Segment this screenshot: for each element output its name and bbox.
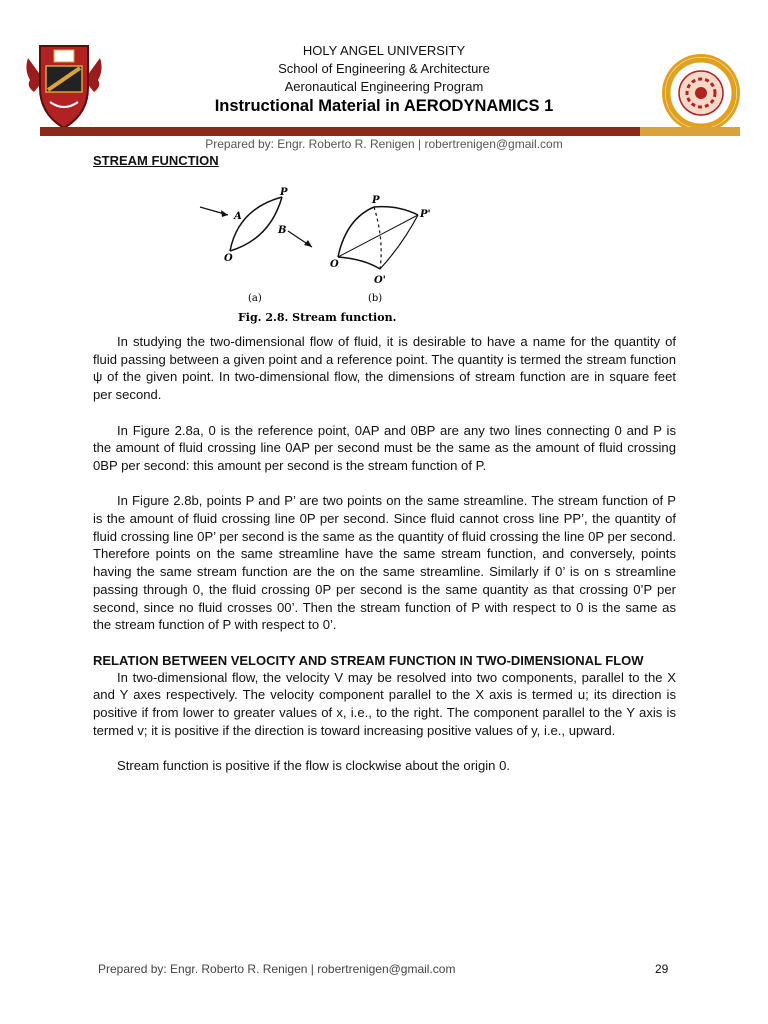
section-heading-stream-function: STREAM FUNCTION (93, 153, 219, 168)
main-content (93, 152, 676, 775)
paragraph-figure-2-8b: In Figure 2.8b, points P and P’ are two points on the same streamline. The stream function of P is the amount of fluid crossing line 0P per second. Since fluid cannot cross line PP’, the quantity of fluid crossing line 0P’ per second is the same as the quantity of fluid crossing the line 0P per second. Therefore points on the same streamline have the same stream function, and conversely, points having the same stream function are the on the same streamline. Similarly if 0’ is on s streamline passing through 0, the fluid crossing 0P per second is the same quantity as that crossing 0’P per second, since no fluid crosses 00’. Then the stream function of P with respect to 0 is the same as the stream function of P with respect to 0’. (93, 493, 676, 633)
label-point-o-a: O (224, 253, 233, 264)
program-name: Aeronautical Engineering Program (284, 79, 484, 94)
header-prepared-by: Prepared by: Engr. Roberto R. Renigen | robertrenigen@gmail.com (205, 137, 563, 151)
label-point-o-prime: O' (374, 275, 386, 286)
maroon-band (40, 127, 720, 136)
label-point-p-b: P (372, 195, 380, 206)
engineering-seal-logo (660, 52, 742, 134)
footer-prepared-by: Prepared by: Engr. Roberto R. Renigen | robertrenigen@gmail.com (98, 962, 456, 976)
paragraph-stream-function-intro: In studying the two-dimensional flow of fluid, it is desirable to have a name for the quantity of fluid passing between a given point and a reference point. The quantity is termed the stream function ψ of the given point. In two-dimensional flow, the dimensions of stream function are in square feet per second. (93, 334, 676, 403)
paragraph-stream-function-sign: Stream function is positive if the flow is clockwise about the origin 0. (117, 758, 510, 774)
label-subfigure-a: (a) (248, 293, 262, 304)
figure-2-8 (93, 169, 676, 329)
page-number: 29 (655, 962, 669, 976)
label-point-b: B (278, 225, 287, 236)
document-header (0, 42, 768, 115)
gold-band (640, 127, 740, 136)
figure-caption: Fig. 2.8. Stream function. (238, 311, 397, 324)
seal-icon (660, 52, 742, 134)
paragraph-velocity-components: In two-dimensional flow, the velocity V may be resolved into two components, parallel to the X and Y axes respectively. The velocity component parallel to the X axis is termed u; its direction is positive if from lower to greater values of x, i.e., to the right. The component parallel to the Y axis is termed v; it is positive if the direction is toward increasing positive values of y, i.e., upward. (93, 669, 676, 738)
label-point-a: A (234, 211, 242, 222)
university-name: HOLY ANGEL UNIVERSITY (302, 43, 466, 58)
stream-function-diagram (188, 169, 431, 327)
paragraph-figure-2-8a: In Figure 2.8a, 0 is the reference point, 0AP and 0BP are any two lines connecting 0 and P is the amount of fluid crossing line 0AP per second must be the same as the amount of fluid crossing 0BP per second: this amount per second is the stream function of P. (93, 422, 676, 473)
school-name: School of Engineering & Architecture (278, 61, 490, 76)
label-subfigure-b: (b) (368, 293, 383, 304)
document-title: Instructional Material in AERODYNAMICS 1 (214, 97, 554, 115)
label-point-o-b: O (330, 259, 339, 270)
label-point-p-prime: P' (420, 209, 431, 220)
section-heading-velocity-relation: RELATION BETWEEN VELOCITY AND STREAM FUNCTION IN TWO-DIMENSIONAL FLOW (93, 652, 644, 668)
label-point-p-a: P (280, 187, 288, 198)
header-divider-band (40, 127, 740, 136)
